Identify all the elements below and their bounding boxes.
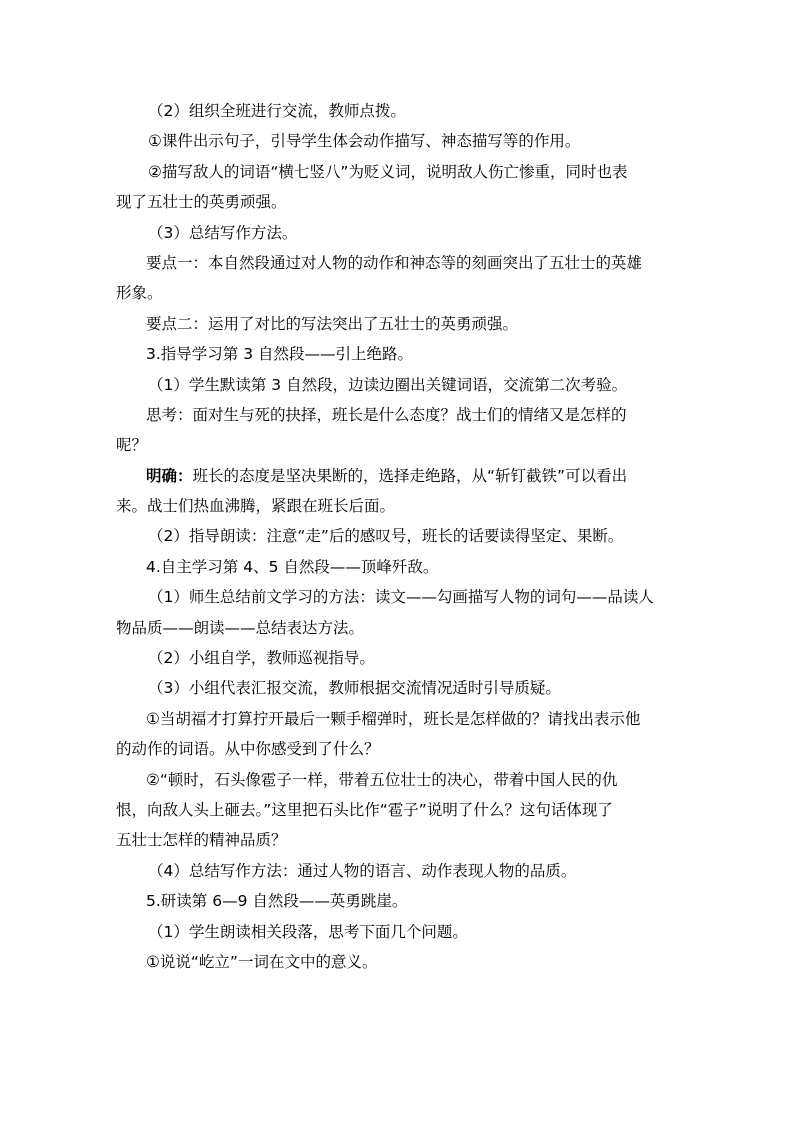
document-body: [116, 96, 686, 977]
paragraph-line: （4）总结写作方法：通过人物的语言、动作表现人物的品质。: [148, 861, 577, 880]
paragraph-line: 物品质——朗读——总结表达方法。: [116, 618, 365, 637]
emphasis-text: 班长的态度是坚决果断的，选择走绝路，从“斩钉截铁”可以看出: [192, 466, 628, 485]
paragraph-line: 3.指导学习第 3 自然段——引上绝路。: [146, 345, 414, 364]
paragraph-line: （1）师生总结前文学习的方法：读文——勾画描写人物的词句——品读人: [148, 588, 654, 607]
paragraph-line: [116, 461, 686, 491]
paragraph-line: 要点一：本自然段通过对人物的动作和神态等的刻画突出了五壮士的英雄: [146, 253, 643, 272]
paragraph-line: （2）组织全班进行交流，教师点拨。: [148, 102, 406, 120]
paragraph-line: 形象。: [116, 284, 163, 303]
paragraph-line: 来。战士们热血沸腾，紧跟在班长后面。: [116, 497, 396, 516]
paragraph-line: ②描写敌人的词语“横七竖八”为贬义词，说明敌人伤亡惨重，同时也表: [148, 162, 628, 181]
paragraph-line: （2）小组自学，教师巡视指导。: [148, 649, 375, 668]
paragraph-line: 恨，向敌人头上砸去。”这里把石头比作“雹子”说明了什么？这句话体现了: [116, 800, 613, 819]
paragraph-line: （2）指导朗读：注意“走”后的感叹号，班长的话要读得坚定、果断。: [148, 527, 624, 546]
paragraph-line: （3）总结写作方法。: [148, 223, 298, 242]
paragraph-line: 5.研读第 6—9 自然段——英勇跳崖。: [146, 892, 408, 911]
paragraph-line: （3）小组代表汇报交流，教师根据交流情况适时引导质疑。: [148, 679, 561, 698]
paragraph-line: （1）学生朗读相关段落，思考下面几个问题。: [148, 922, 468, 941]
paragraph-line: 思考：面对生与死的抉择，班长是什么态度？战士们的情绪又是怎样的: [146, 405, 627, 424]
emphasis-label: 明确：: [146, 466, 193, 485]
paragraph-line: （1）学生默读第 3 自然段，边读边圈出关键词语，交流第二次考验。: [148, 375, 628, 394]
paragraph-line: ②“顿时，石头像雹子一样，带着五位壮士的决心，带着中国人民的仇: [146, 770, 618, 789]
paragraph-line: ①课件出示句子，引导学生体会动作描写、神态描写等的作用。: [148, 132, 581, 151]
paragraph-line: 呢？: [116, 436, 148, 455]
paragraph-line: 要点二：运用了对比的写法突出了五壮士的英勇顽强。: [146, 314, 519, 333]
paragraph-line: 的动作的词语。从中你感受到了什么？: [116, 740, 380, 759]
paragraph-line: 五壮士怎样的精神品质？: [116, 831, 287, 850]
paragraph-line: ①当胡福才打算拧开最后一颗手榴弹时，班长是怎样做的？请找出表示他: [146, 709, 641, 728]
paragraph-line: 4.自主学习第 4、5 自然段——顶峰歼敌。: [146, 557, 439, 576]
paragraph-line: ①说说“屹立”一词在文中的意义。: [146, 952, 378, 971]
paragraph-line: 现了五壮士的英勇顽强。: [116, 193, 287, 212]
